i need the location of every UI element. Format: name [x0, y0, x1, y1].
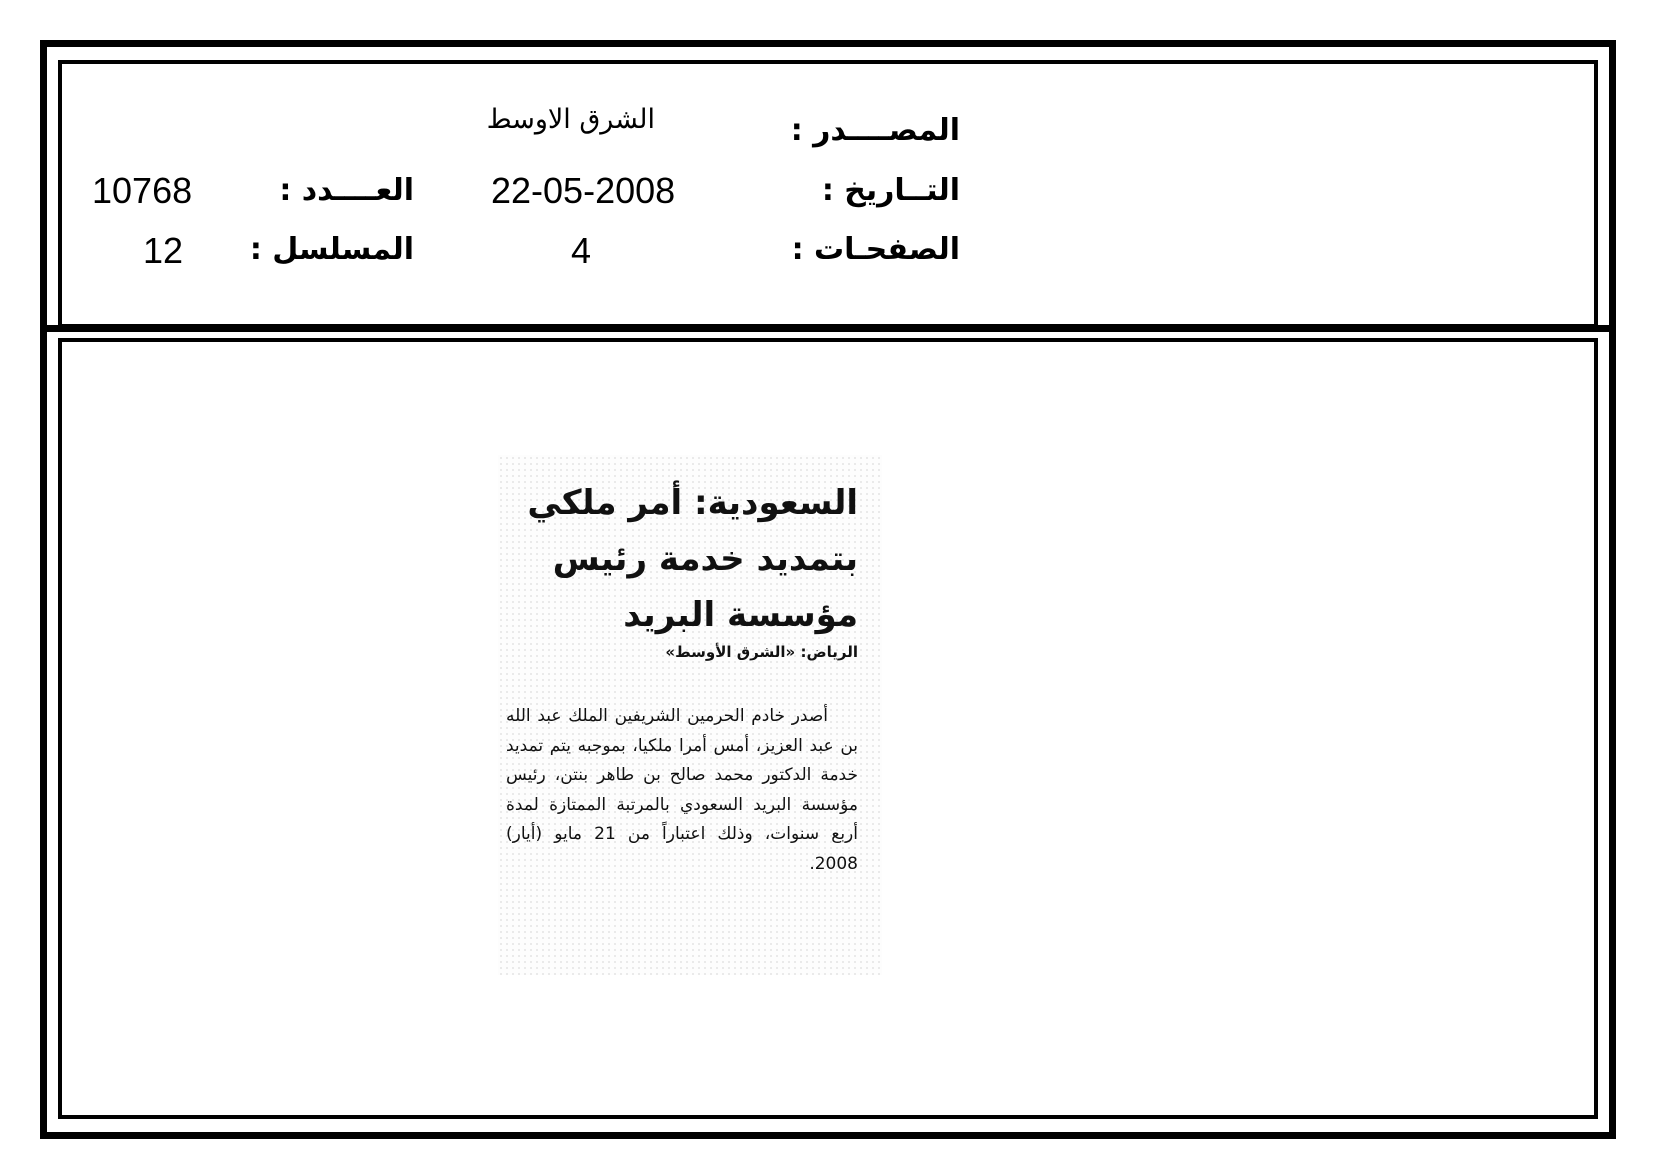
date-label: التــاريخ : [821, 173, 960, 208]
header-divider [47, 325, 1609, 332]
clipping-byline: الرياض: «الشرق الأوسط» [665, 643, 858, 661]
serial-value: 12 [143, 230, 184, 271]
newspaper-clipping [498, 455, 882, 975]
pages-value: 4 [571, 230, 592, 271]
issue-value: 10768 [92, 170, 193, 211]
clipping-body [506, 702, 858, 879]
issue-label: العــــدد : [279, 173, 414, 208]
clipping-paragraph: أصدر خادم الحرمين الشريفين الملك عبد الله بن عبد العزيز، أمس أمرا ملكيا، بموجبه يتم تمديد خدمة الدكتور محمد صالح بن طاهر بنتن، رئيس مؤسسة البريد السعودي بالمرتبة الممتازة لمدة أربع سنوات، وذلك اعتباراً من 21 مايو (أيار) 2008. [506, 706, 858, 874]
date-value: 22-05-2008 [491, 170, 676, 211]
source-value: الشرق الاوسط [486, 104, 655, 135]
serial-label: المسلسل : [249, 232, 414, 267]
pages-label: الصفحـات : [791, 232, 960, 267]
clipping-headline: السعودية: أمر ملكي بتمديد خدمة رئيس مؤسسة البريد [527, 483, 858, 635]
source-label: المصــــدر : [790, 113, 960, 148]
